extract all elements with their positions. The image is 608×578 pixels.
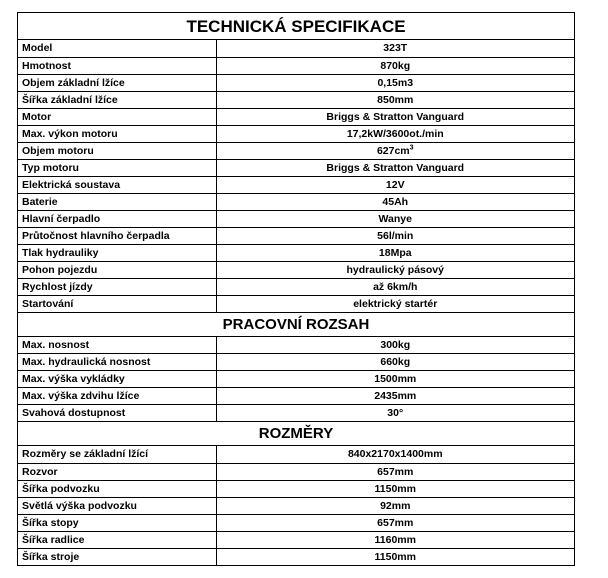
row-value: 12V bbox=[216, 176, 574, 193]
section-heading-dimensions: ROZMĚRY bbox=[18, 422, 574, 446]
spec-table-dimensions bbox=[18, 446, 574, 565]
table-row bbox=[18, 176, 574, 193]
table-row bbox=[18, 337, 574, 354]
table-row bbox=[18, 354, 574, 371]
row-label: Rychlost jízdy bbox=[18, 278, 216, 295]
table-row bbox=[18, 244, 574, 261]
table-row bbox=[18, 227, 574, 244]
row-label: Model bbox=[18, 40, 216, 57]
row-value: 0,15m3 bbox=[216, 74, 574, 91]
row-label: Šířka základní lžíce bbox=[18, 91, 216, 108]
row-value: 17,2kW/3600ot./min bbox=[216, 125, 574, 142]
table-row bbox=[18, 388, 574, 405]
row-value: 1500mm bbox=[216, 371, 574, 388]
table-row bbox=[18, 548, 574, 565]
engine-volume-value: 627cm bbox=[376, 144, 410, 157]
row-label: Objem základní lžíce bbox=[18, 74, 216, 91]
row-value: 30° bbox=[216, 405, 574, 422]
row-value: 56l/min bbox=[216, 227, 574, 244]
row-value: 657mm bbox=[216, 514, 574, 531]
table-row bbox=[18, 261, 574, 278]
row-value: elektrický startér bbox=[216, 295, 574, 312]
row-value: 45Ah bbox=[216, 193, 574, 210]
row-label: Rozměry se základní lžící bbox=[18, 446, 216, 463]
row-label: Hlavní čerpadlo bbox=[18, 210, 216, 227]
row-label: Průtočnost hlavního čerpadla bbox=[18, 227, 216, 244]
row-value: 850mm bbox=[216, 91, 574, 108]
row-value bbox=[216, 142, 574, 159]
row-label: Šířka podvozku bbox=[18, 480, 216, 497]
row-label: Max. výška zdvihu lžíce bbox=[18, 388, 216, 405]
row-label: Motor bbox=[18, 108, 216, 125]
row-value: 870kg bbox=[216, 57, 574, 74]
row-value: 300kg bbox=[216, 337, 574, 354]
row-value: Wanye bbox=[216, 210, 574, 227]
row-value: 323T bbox=[216, 40, 574, 57]
row-value: 18Mpa bbox=[216, 244, 574, 261]
row-value: 840x2170x1400mm bbox=[216, 446, 574, 463]
row-label: Startování bbox=[18, 295, 216, 312]
row-value: 92mm bbox=[216, 497, 574, 514]
row-label: Typ motoru bbox=[18, 159, 216, 176]
row-value: Briggs & Stratton Vanguard bbox=[216, 108, 574, 125]
row-label: Šířka stopy bbox=[18, 514, 216, 531]
row-label: Elektrická soustava bbox=[18, 176, 216, 193]
row-value: 1150mm bbox=[216, 480, 574, 497]
row-value: 1160mm bbox=[216, 531, 574, 548]
table-row bbox=[18, 278, 574, 295]
spec-table-general bbox=[18, 40, 574, 313]
table-row bbox=[18, 193, 574, 210]
table-row bbox=[18, 142, 574, 159]
row-label: Tlak hydrauliky bbox=[18, 244, 216, 261]
table-row bbox=[18, 40, 574, 57]
row-label: Max. nosnost bbox=[18, 337, 216, 354]
row-value: 1150mm bbox=[374, 550, 416, 563]
row-label: Objem motoru bbox=[18, 142, 216, 159]
row-label: Rozvor bbox=[18, 463, 216, 480]
table-row bbox=[18, 405, 574, 422]
row-value: až 6km/h bbox=[216, 278, 574, 295]
table-row bbox=[18, 497, 574, 514]
row-label: Baterie bbox=[18, 193, 216, 210]
table-row bbox=[18, 480, 574, 497]
row-label: Max. výška vykládky bbox=[18, 371, 216, 388]
row-value: hydraulický pásový bbox=[216, 261, 574, 278]
row-label: Svahová dostupnost bbox=[18, 405, 216, 422]
row-label: Světlá výška podvozku bbox=[18, 497, 216, 514]
table-row bbox=[18, 531, 574, 548]
spec-sheet bbox=[17, 12, 575, 566]
spec-table-working-range bbox=[18, 337, 574, 423]
table-row bbox=[18, 210, 574, 227]
document-title: TECHNICKÁ SPECIFIKACE bbox=[18, 13, 574, 40]
row-value: 657mm bbox=[216, 463, 574, 480]
table-row bbox=[18, 57, 574, 74]
row-label: Max. výkon motoru bbox=[18, 125, 216, 142]
superscript-three: 3 bbox=[409, 144, 414, 151]
table-row bbox=[18, 371, 574, 388]
table-row bbox=[18, 108, 574, 125]
row-label: Hmotnost bbox=[18, 57, 216, 74]
table-row bbox=[18, 125, 574, 142]
table-row bbox=[18, 295, 574, 312]
row-label: Šířka stroje bbox=[18, 548, 216, 565]
row-value: 2435mm bbox=[216, 388, 574, 405]
table-row bbox=[18, 446, 574, 463]
row-value: 660kg bbox=[216, 354, 574, 371]
table-row bbox=[18, 514, 574, 531]
table-row bbox=[18, 74, 574, 91]
row-label: Pohon pojezdu bbox=[18, 261, 216, 278]
table-row bbox=[18, 91, 574, 108]
table-row bbox=[18, 463, 574, 480]
row-label: Max. hydraulická nosnost bbox=[18, 354, 216, 371]
row-value: Briggs & Stratton Vanguard bbox=[216, 159, 574, 176]
section-heading-working-range: PRACOVNÍ ROZSAH bbox=[18, 313, 574, 337]
table-row bbox=[18, 159, 574, 176]
row-label: Šířka radlice bbox=[18, 531, 216, 548]
